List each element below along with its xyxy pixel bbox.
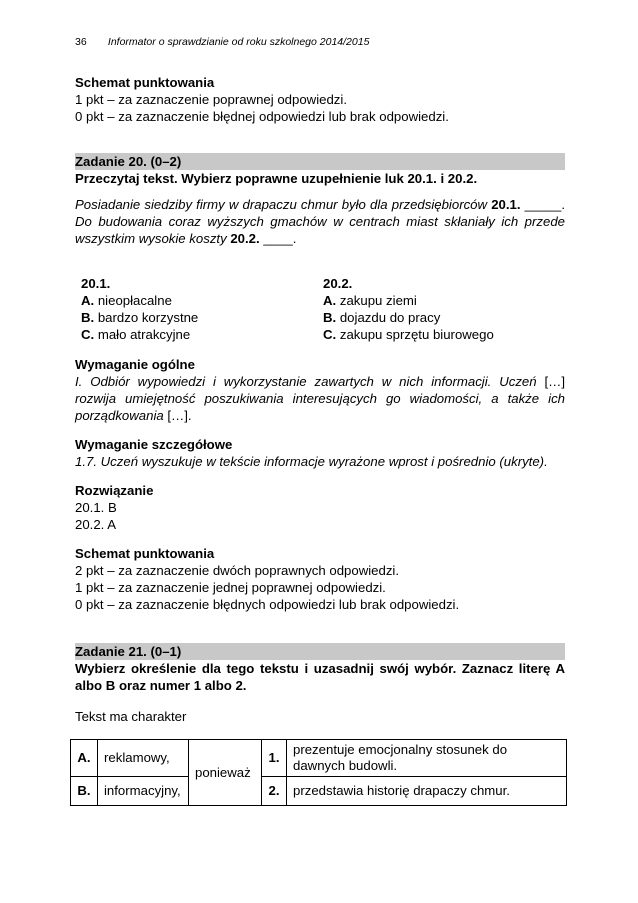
options-column-20-2 bbox=[323, 275, 565, 343]
choice-number-2[interactable]: 2. bbox=[262, 777, 287, 806]
option-text: bardzo korzystne bbox=[94, 310, 199, 325]
option-item[interactable] bbox=[323, 309, 565, 326]
page-header bbox=[75, 36, 369, 48]
general-req-text bbox=[75, 373, 565, 424]
choice-letter-b[interactable]: B. bbox=[71, 777, 98, 806]
table-row bbox=[71, 777, 567, 806]
option-letter: C. bbox=[81, 327, 95, 342]
page-content bbox=[75, 74, 565, 806]
option-text: zakupu sprzętu biurowego bbox=[336, 327, 494, 342]
option-letter: A. bbox=[81, 293, 95, 308]
options-column-20-1 bbox=[81, 275, 323, 343]
task20-text-part1: Posiadanie siedziby firmy w drapaczu chmur było dla przedsiębiorców bbox=[75, 197, 492, 212]
gap1-label: 20.1. bbox=[491, 197, 521, 212]
choice-reason-2[interactable]: przedstawia historię drapaczy chmur. bbox=[287, 777, 567, 806]
option-text: zakupu ziemi bbox=[336, 293, 417, 308]
option-letter: C. bbox=[323, 327, 337, 342]
choice-letter-a[interactable]: A. bbox=[71, 740, 98, 777]
task21-title: Zadanie 21. (0–1) bbox=[75, 643, 565, 660]
gap2-blank: ____. bbox=[259, 231, 297, 246]
page-number: 36 bbox=[75, 36, 87, 48]
task20-text bbox=[75, 196, 565, 247]
choice-number-1[interactable]: 1. bbox=[262, 740, 287, 777]
option-text: nieopłacalne bbox=[94, 293, 172, 308]
option-text: dojazdu do pracy bbox=[336, 310, 441, 325]
choice-reason-1[interactable]: prezentuje emocjonalny stosunek do dawnych budowli. bbox=[287, 740, 567, 777]
options-heading: 20.2. bbox=[323, 276, 353, 291]
task20-options bbox=[81, 275, 565, 343]
option-text: mało atrakcyjne bbox=[94, 327, 191, 342]
option-item[interactable] bbox=[81, 292, 323, 309]
scheme1-line: 0 pkt – za zaznaczenie błędnej odpowiedzi lub brak odpowiedzi. bbox=[75, 109, 449, 124]
general-req-bracket: […] bbox=[544, 374, 565, 389]
option-item[interactable] bbox=[81, 326, 323, 343]
table-row bbox=[71, 740, 567, 777]
option-letter: A. bbox=[323, 293, 337, 308]
scheme2-heading: Schemat punktowania bbox=[75, 546, 215, 561]
option-item[interactable] bbox=[81, 309, 323, 326]
detailed-req-heading: Wymaganie szczegółowe bbox=[75, 437, 233, 452]
scheme2-line: 1 pkt – za zaznaczenie jednej poprawnej odpowiedzi. bbox=[75, 580, 386, 595]
scheme2-line: 0 pkt – za zaznaczenie błędnych odpowiedzi lub brak odpowiedzi. bbox=[75, 597, 460, 612]
general-req-text-b: rozwija umiejętność poszukiwania interesujących go wiadomości, a także ich porządkowania bbox=[75, 391, 565, 423]
scheme2-line: 2 pkt – za zaznaczenie dwóch poprawnych odpowiedzi. bbox=[75, 563, 400, 578]
solution-heading: Rozwiązanie bbox=[75, 483, 154, 498]
option-letter: B. bbox=[81, 310, 95, 325]
solution-line: 20.1. B bbox=[75, 500, 117, 515]
general-req-text-a: I. Odbiór wypowiedzi i wykorzystanie zawartych w nich informacji. Uczeń bbox=[75, 374, 545, 389]
task21-lead: Tekst ma charakter bbox=[75, 709, 187, 724]
gap2-label: 20.2. bbox=[230, 231, 260, 246]
option-item[interactable] bbox=[323, 292, 565, 309]
gap1-blank: _____. bbox=[520, 197, 566, 212]
scheme1-heading: Schemat punktowania bbox=[75, 75, 215, 90]
options-heading: 20.1. bbox=[81, 276, 111, 291]
option-letter: B. bbox=[323, 310, 337, 325]
answer-table bbox=[70, 739, 567, 806]
task20-text-part2: Do budowania coraz wyższych gmachów w centrach miast skłaniały ich przede wszystkim wysokie koszty bbox=[75, 214, 565, 246]
header-title: Informator o sprawdzianie od roku szkolnego 2014/2015 bbox=[107, 36, 370, 48]
solution-line: 20.2. A bbox=[75, 517, 117, 532]
scheme1-line: 1 pkt – za zaznaczenie poprawnej odpowiedzi. bbox=[75, 92, 347, 107]
connector-cell: ponieważ bbox=[189, 740, 262, 806]
choice-option-a[interactable]: reklamowy, bbox=[98, 740, 189, 777]
task20-title: Zadanie 20. (0–2) bbox=[75, 153, 565, 170]
general-req-bracket: […]. bbox=[167, 408, 192, 423]
task21-instruction: Wybierz określenie dla tego tekstu i uzasadnij swój wybór. Zaznacz literę A albo B oraz numer 1 albo 2. bbox=[75, 661, 565, 693]
detailed-req-text: 1.7. Uczeń wyszukuje w tekście informacje wyrażone wprost i pośrednio (ukryte). bbox=[75, 454, 548, 469]
choice-option-b[interactable]: informacyjny, bbox=[98, 777, 189, 806]
task20-instruction: Przeczytaj tekst. Wybierz poprawne uzupełnienie luk 20.1. i 20.2. bbox=[75, 171, 478, 186]
general-req-heading: Wymaganie ogólne bbox=[75, 357, 195, 372]
option-item[interactable] bbox=[323, 326, 565, 343]
